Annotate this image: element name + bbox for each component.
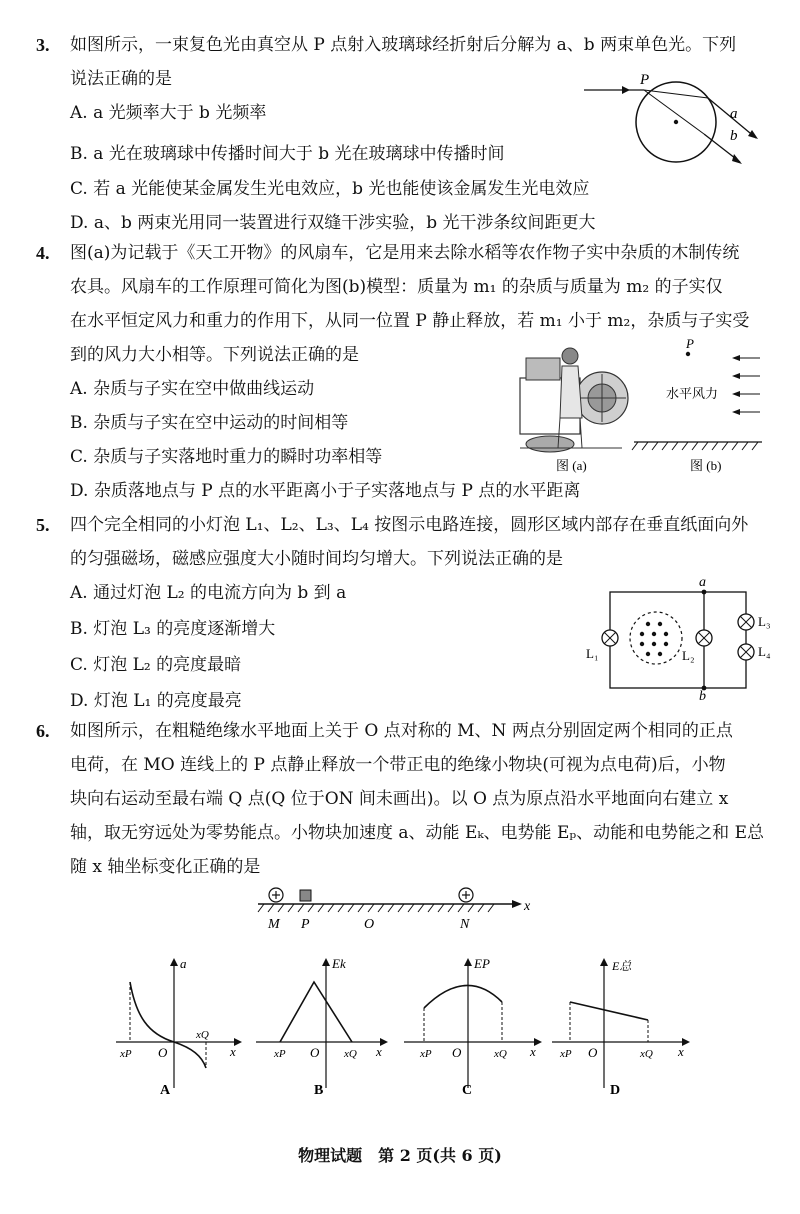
bulb-l2 bbox=[696, 630, 712, 646]
ylabel: Ek bbox=[332, 956, 346, 971]
charges-axis-figure bbox=[250, 884, 540, 934]
label-a: a bbox=[730, 106, 738, 122]
label-x: x bbox=[524, 899, 531, 914]
question-number: 3. bbox=[36, 35, 50, 55]
label-b: b bbox=[730, 128, 738, 144]
origin: O bbox=[452, 1045, 462, 1060]
option-letter: A bbox=[160, 1083, 171, 1096]
option-b: B. 灯泡 L₃ 的亮度逐渐增大 bbox=[70, 619, 276, 639]
node-b: b bbox=[699, 689, 706, 700]
stem-line: 随 x 轴坐标变化正确的是 bbox=[70, 857, 261, 877]
ylabel: EP bbox=[474, 956, 490, 971]
option-c: C. 灯泡 L₂ 的亮度最暗 bbox=[70, 655, 242, 675]
label-n: N bbox=[460, 917, 470, 932]
origin: O bbox=[588, 1045, 598, 1060]
label-p: P bbox=[301, 917, 310, 932]
xlabel: x bbox=[530, 1044, 536, 1059]
option-a: A. a 光频率大于 b 光频率 bbox=[70, 103, 267, 123]
xlabel: x bbox=[376, 1044, 382, 1059]
question-6 bbox=[36, 714, 764, 884]
stem-line: 电荷，在 MO 连线上的 P 点静止释放一个带正电的绝缘小物块(可视为点电荷)后，小物 bbox=[70, 755, 726, 775]
charge-m bbox=[269, 888, 283, 902]
xq-label: xQ bbox=[344, 1048, 357, 1060]
origin: O bbox=[158, 1045, 168, 1060]
xp-label: xP bbox=[420, 1048, 432, 1060]
glass-sphere-figure bbox=[580, 66, 780, 196]
option-c: C. 若 a 光能使某金属发生光电效应，b 光也能使该金属发生光电效应 bbox=[70, 179, 590, 199]
xp-label: xP bbox=[560, 1048, 572, 1060]
graph-d bbox=[548, 956, 694, 1096]
label-l3: L₃ bbox=[758, 614, 771, 629]
xp-label: xP bbox=[120, 1048, 132, 1060]
xp-label: xP bbox=[274, 1048, 286, 1060]
label-l2: L₂ bbox=[682, 648, 695, 663]
graph-a bbox=[112, 956, 244, 1096]
option-a: A. 杂质与子实在空中做曲线运动 bbox=[70, 379, 315, 399]
stem-line: 图(a)为记载于《天工开物》的风扇车，它是用来去除水稻等农作物子实中杂质的木制传统 bbox=[70, 243, 740, 263]
winnowing-fan-figure bbox=[510, 338, 770, 478]
label-l4: L₄ bbox=[758, 644, 771, 659]
option-a: A. 通过灯泡 L₂ 的电流方向为 b 到 a bbox=[70, 583, 347, 603]
question-number: 6. bbox=[36, 721, 50, 741]
node-a: a bbox=[699, 576, 706, 590]
question-stem bbox=[70, 714, 764, 884]
graph-c bbox=[400, 956, 546, 1096]
stem-line: 轴，取无穷远处为零势能点。小物块加速度 a、动能 Eₖ、电势能 Eₚ、动能和电势能之和 E总 bbox=[70, 823, 764, 843]
charge-n bbox=[459, 888, 473, 902]
stem-line: 如图所示，一束复色光由真空从 P 点射入玻璃球经折射后分解为 a、b 两束单色光。下列 bbox=[70, 35, 737, 55]
stem-line: 的匀强磁场，磁感应强度大小随时间均匀增大。下列说法正确的是 bbox=[70, 549, 563, 569]
stem-line: 说法正确的是 bbox=[70, 69, 172, 89]
block-p bbox=[300, 890, 311, 901]
xq-label: xQ bbox=[494, 1048, 507, 1060]
label-m: M bbox=[268, 917, 280, 932]
bulb-l3 bbox=[738, 614, 754, 630]
ylabel: E总 bbox=[612, 959, 632, 973]
stem-line: 块向右运动至最右端 Q 点(Q 位于ON 间未画出)。以 O 点为原点沿水平地面向右建立 x bbox=[70, 789, 729, 809]
option-letter: D bbox=[610, 1083, 621, 1096]
xlabel: x bbox=[678, 1044, 684, 1059]
question-number: 4. bbox=[36, 243, 50, 263]
option-c: C. 杂质与子实落地时重力的瞬时功率相等 bbox=[70, 447, 383, 467]
circuit-figure bbox=[580, 576, 780, 700]
stem-line: 到的风力大小相等。下列说法正确的是 bbox=[70, 345, 359, 365]
stem-line: 农具。风扇车的工作原理可简化为图(b)模型：质量为 m₁ 的杂质与质量为 m₂ 的子实仅 bbox=[70, 277, 723, 297]
label-l1: L₁ bbox=[586, 646, 599, 661]
option-letter: B bbox=[314, 1083, 324, 1096]
bulb-l4 bbox=[738, 644, 754, 660]
stem-line: 四个完全相同的小灯泡 L₁、L₂、L₃、L₄ 按图示电路连接，圆形区域内部存在垂直纸面向外 bbox=[70, 515, 749, 535]
ylabel: a bbox=[180, 956, 187, 971]
bulb-l1 bbox=[602, 630, 618, 646]
option-d: D. 灯泡 L₁ 的亮度最亮 bbox=[70, 691, 242, 711]
label-p: P bbox=[686, 338, 694, 351]
magnetic-field-region bbox=[630, 612, 682, 664]
graph-b bbox=[252, 956, 392, 1096]
xq-label: xQ bbox=[196, 1029, 209, 1041]
origin: O bbox=[310, 1045, 320, 1060]
xq-label: xQ bbox=[640, 1048, 653, 1060]
option-b: B. 杂质与子实在空中运动的时间相等 bbox=[70, 413, 349, 433]
caption-b: 图 (b) bbox=[690, 458, 722, 473]
question-stem bbox=[70, 508, 748, 576]
xlabel: x bbox=[230, 1044, 236, 1059]
page-footer: 物理试题 第 2 页(共 6 页) bbox=[298, 1146, 502, 1165]
option-d: D. 杂质落地点与 P 点的水平距离小于子实落地点与 P 点的水平距离 bbox=[70, 481, 581, 501]
label-o: O bbox=[364, 917, 375, 932]
label-p: P bbox=[640, 72, 650, 88]
caption-a: 图 (a) bbox=[556, 458, 587, 473]
wind-label: 水平风力 bbox=[666, 386, 719, 401]
stem-line: 如图所示，在粗糙绝缘水平地面上关于 O 点对称的 M、N 两点分别固定两个相同的正点 bbox=[70, 721, 733, 741]
option-letter: C bbox=[462, 1083, 473, 1096]
question-number: 5. bbox=[36, 515, 50, 535]
option-b: B. a 光在玻璃球中传播时间大于 b 光在玻璃球中传播时间 bbox=[70, 144, 505, 164]
stem-line: 在水平恒定风力和重力的作用下，从同一位置 P 静止释放，若 m₁ 小于 m₂，杂质与子实受 bbox=[70, 311, 750, 331]
question-5 bbox=[36, 508, 748, 576]
option-d: D. a、b 两束光用同一装置进行双缝干涉实验，b 光干涉条纹间距更大 bbox=[70, 213, 596, 233]
